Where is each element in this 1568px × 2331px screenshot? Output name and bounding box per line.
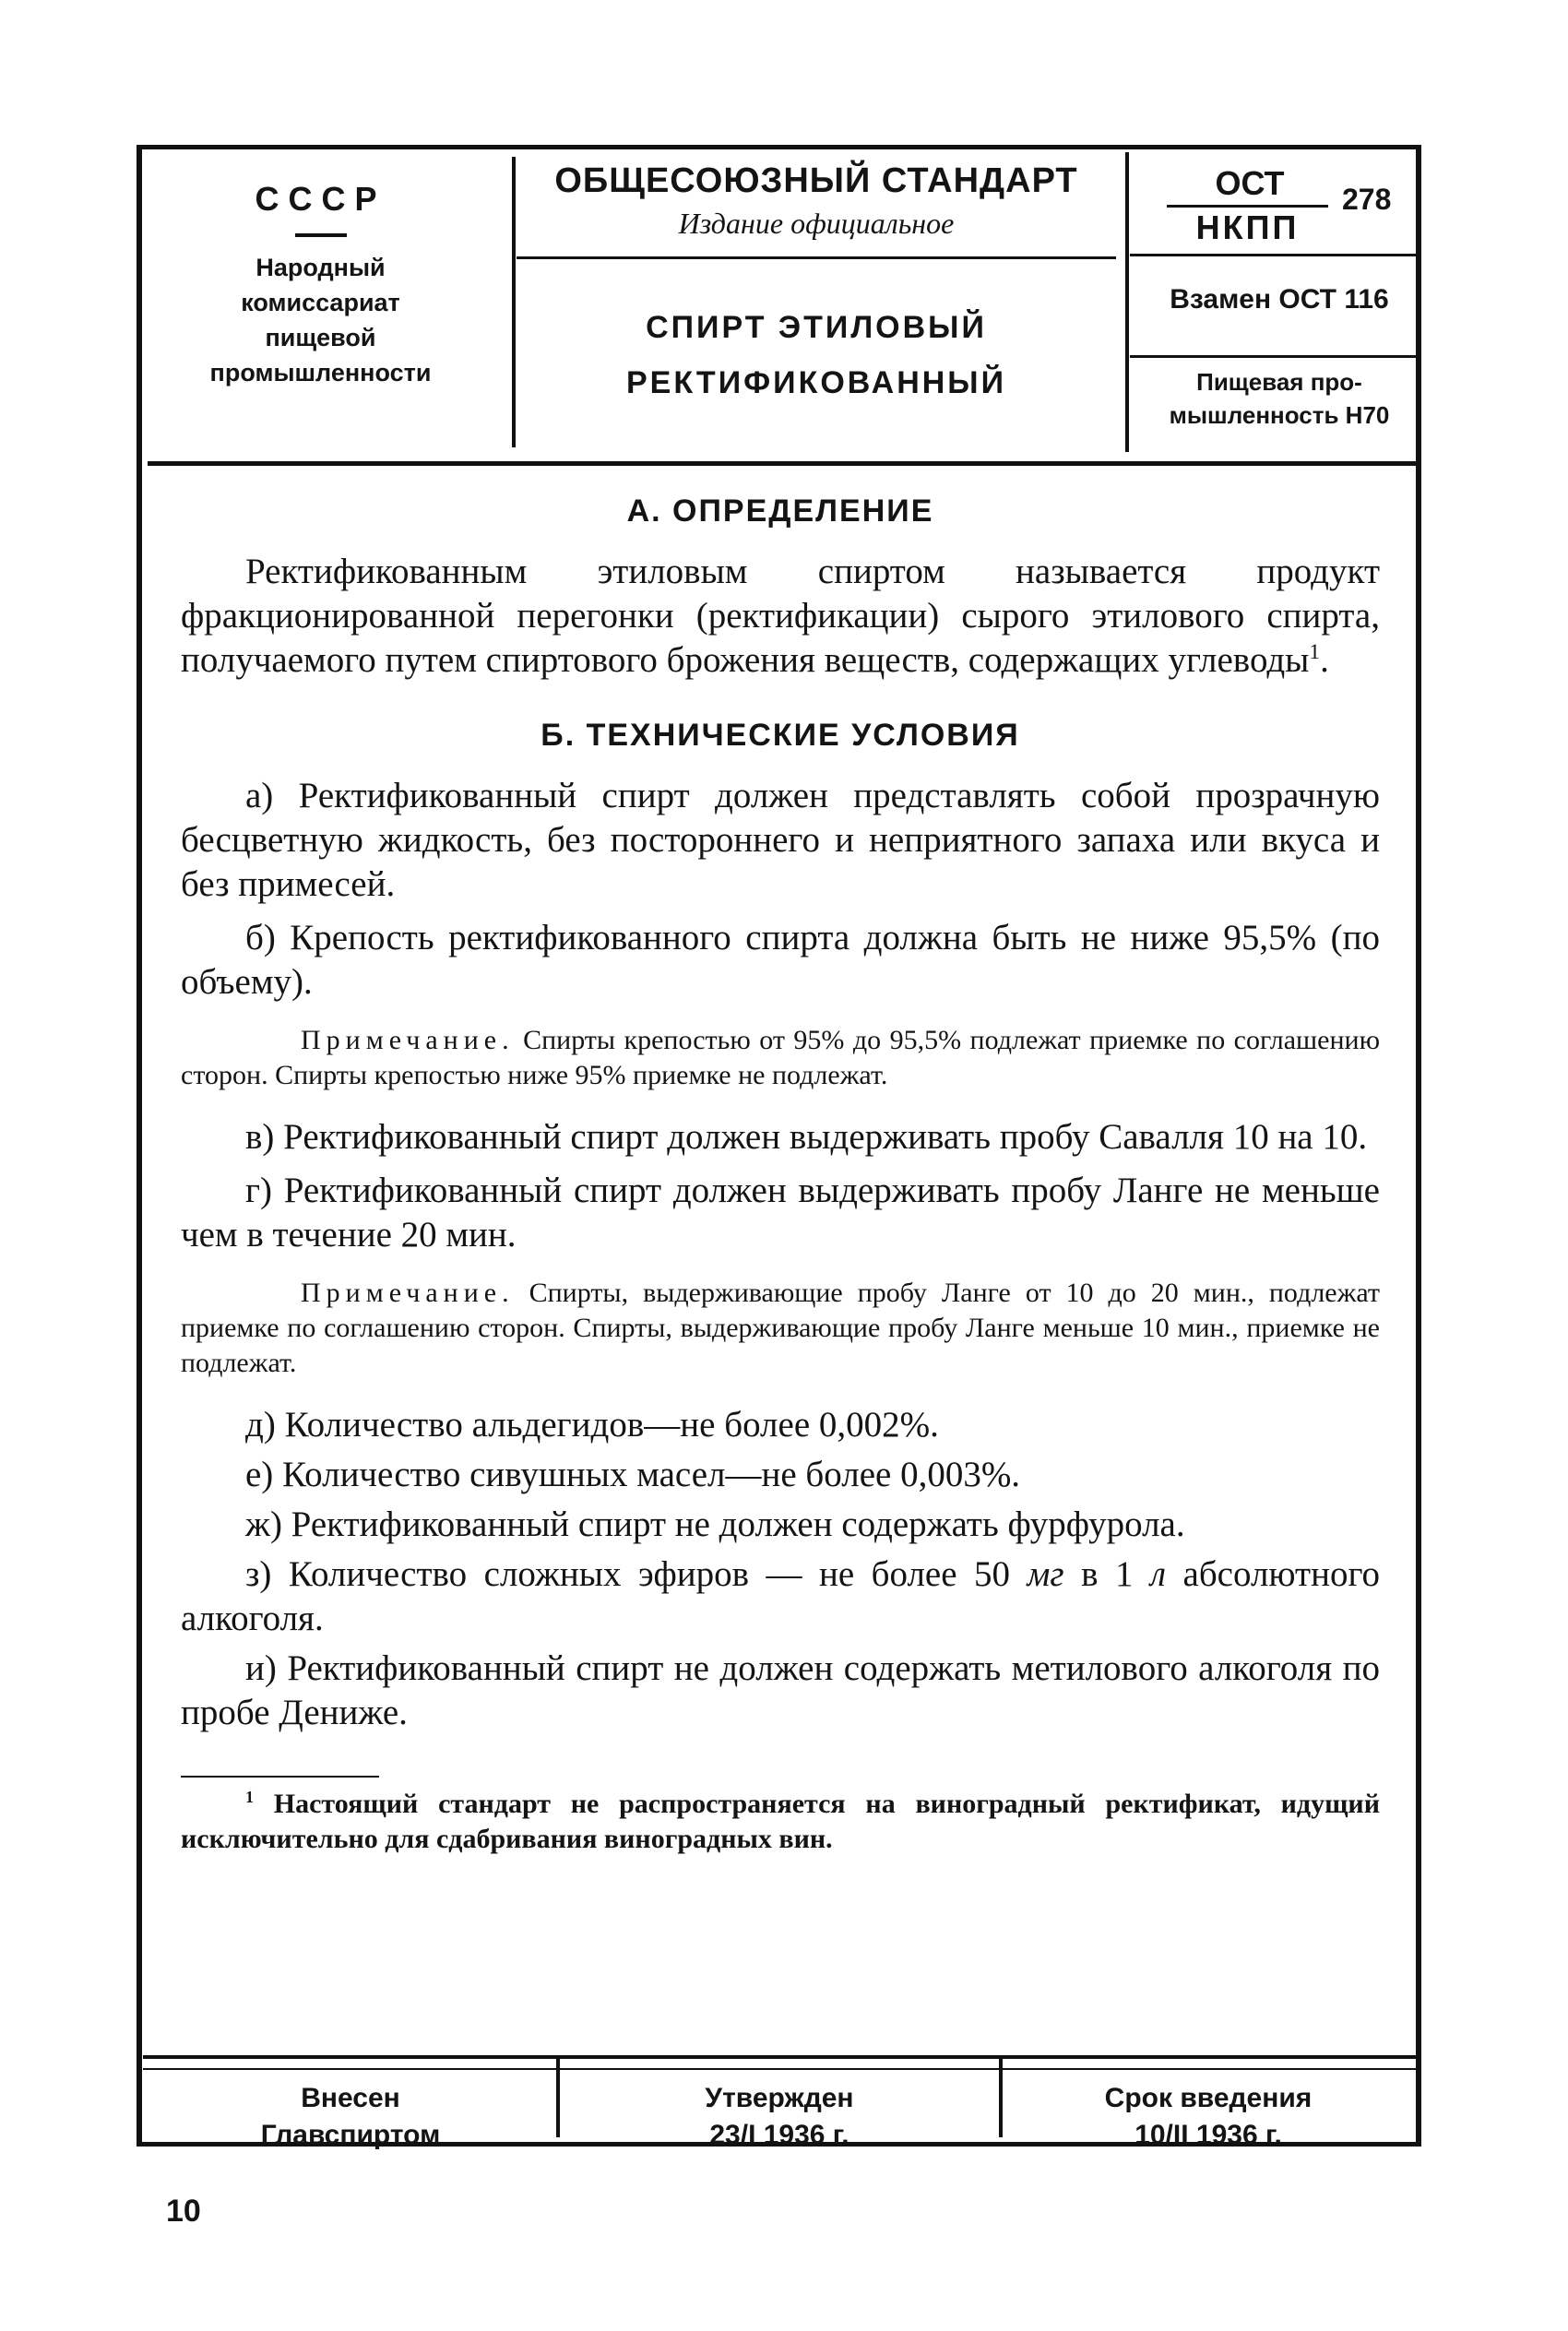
standard-title-block bbox=[517, 161, 1116, 241]
note-1-text: Спирты крепостью от 95% до 95,5% подлежат приемке по соглашению сторон. Спирты крепостью ниже 95% приемке не подлежат. bbox=[181, 1025, 1380, 1090]
item-z-end: абсолютного алкоголя. bbox=[181, 1554, 1380, 1638]
header-bottom-rule bbox=[148, 461, 1416, 466]
note-2 bbox=[181, 1276, 1380, 1381]
item-i: и) Ректификованный спирт не должен содержать метилового алкоголя по пробе Дениже. bbox=[181, 1648, 1380, 1732]
issuing-organization bbox=[148, 180, 493, 390]
note-1 bbox=[181, 1023, 1380, 1093]
item-z-start: з) Количество сложных эфиров — не более 50 bbox=[245, 1554, 1028, 1594]
standard-title: ОБЩЕСОЮЗНЫЙ СТАНДАРТ bbox=[554, 161, 1078, 200]
product-title-block bbox=[517, 300, 1116, 410]
footer-effective-line: 10/II 1936 г. bbox=[1134, 2120, 1282, 2150]
footer-top-rule bbox=[143, 2055, 1416, 2059]
ost-fraction-bar bbox=[1167, 205, 1328, 208]
item-z-unit-l: л bbox=[1150, 1554, 1167, 1594]
footer-top-rule-2 bbox=[143, 2068, 1416, 2070]
product-title-line: РЕКТИФИКОВАННЫЙ bbox=[625, 365, 1007, 400]
definition-paragraph bbox=[181, 550, 1380, 683]
item-zh: ж) Ректификованный спирт не должен содержать фурфурола. bbox=[245, 1504, 1185, 1544]
footer-approved-line: Утвержден bbox=[705, 2083, 854, 2113]
item-a: а) Ректификованный спирт должен представлять собой прозрачную бесцветную жидкость, без постороннего и неприятного запаха или вкуса и без примесей. bbox=[181, 776, 1380, 904]
edition-label: Издание официальное bbox=[678, 207, 955, 240]
header-sep-left bbox=[512, 157, 516, 447]
section-b-title: Б. ТЕХНИЧЕСКИЕ УСЛОВИЯ bbox=[540, 718, 1020, 753]
note-1-lead: Примечание. bbox=[301, 1025, 515, 1055]
header-right-rule-1 bbox=[1130, 254, 1416, 256]
item-z-mid: в 1 bbox=[1063, 1554, 1151, 1594]
country-label: СССР bbox=[255, 180, 386, 218]
footnote-ref[interactable]: 1 bbox=[1309, 640, 1321, 664]
country-dash bbox=[295, 233, 347, 237]
section-a-title: А. ОПРЕДЕЛЕНИЕ bbox=[626, 494, 934, 529]
note-2-text: Спирты, выдерживающие пробу Ланге от 10 до 20 мин., подлежат приемке по соглашению сторон. Спирты, выдерживающие пробу Ланге меньше 10 мин., приемке не подлежат. bbox=[181, 1278, 1380, 1378]
item-v: в) Ректификованный спирт должен выдерживать пробу Савалля 10 на 10. bbox=[245, 1117, 1368, 1157]
item-d: д) Количество альдегидов—не более 0,002%. bbox=[245, 1405, 939, 1445]
footer-effective-line: Срок введения bbox=[1104, 2083, 1313, 2113]
footnote-mark: 1 bbox=[245, 1788, 254, 1806]
header-mid-rule bbox=[517, 256, 1116, 259]
product-title-line: СПИРТ ЭТИЛОВЫЙ bbox=[646, 310, 987, 345]
org-line: Народный bbox=[255, 254, 386, 281]
ost-code bbox=[1158, 164, 1392, 247]
footer-approved bbox=[563, 2080, 996, 2154]
document-body bbox=[181, 494, 1380, 1857]
item-b: б) Крепость ректификованного спирта должна быть не ниже 95,5% (по объему). bbox=[181, 918, 1380, 1002]
org-line: промышленности bbox=[209, 359, 432, 387]
page-number: 10 bbox=[166, 2194, 201, 2229]
org-line: пищевой bbox=[265, 324, 376, 351]
item-g: г) Ректификованный спирт должен выдерживать пробу Ланге не меньше чем в течение 20 мин. bbox=[181, 1171, 1380, 1255]
note-2-lead: Примечание. bbox=[301, 1278, 515, 1308]
ost-number: 278 bbox=[1342, 183, 1392, 216]
footnote-text: Настоящий стандарт не распространяется на виноградный ректификат, идущий исключительно для сдабривания виноградных вин. bbox=[181, 1789, 1380, 1854]
footer-submitted bbox=[148, 2080, 553, 2154]
industry-line: мышленность Н70 bbox=[1169, 401, 1390, 429]
definition-end: . bbox=[1320, 640, 1329, 680]
footer-submitted-line: Внесен bbox=[301, 2083, 400, 2113]
footer-sep-right bbox=[999, 2059, 1003, 2137]
footer-approved-line: 23/I 1936 г. bbox=[709, 2120, 849, 2150]
ost-label: ОСТ bbox=[1215, 164, 1285, 202]
industry-classification bbox=[1136, 365, 1422, 432]
item-z bbox=[181, 1552, 1380, 1641]
footnote bbox=[181, 1787, 1380, 1857]
header-right-rule-2 bbox=[1130, 355, 1416, 358]
header-sep-right bbox=[1125, 152, 1129, 452]
ost-ministry: НКПП bbox=[1195, 208, 1300, 246]
industry-line: Пищевая про- bbox=[1196, 368, 1362, 396]
replaces-label: Взамен ОСТ 116 bbox=[1170, 284, 1389, 315]
definition-text: Ректификованным этиловым спиртом называется продукт фракционированной перегонки (ректификации) сырого этилового спирта, получаемого путем спиртового брожения веществ, содержащих углеводы bbox=[181, 552, 1380, 680]
org-line: комиссариат bbox=[241, 289, 400, 316]
footer-sep-left bbox=[556, 2059, 560, 2137]
item-z-unit-mg: мг bbox=[1027, 1554, 1064, 1594]
top-rule bbox=[137, 145, 1421, 149]
footer-effective bbox=[1005, 2080, 1411, 2154]
footer-submitted-line: Главспиртом bbox=[260, 2120, 441, 2150]
item-e: е) Количество сивушных масел—не более 0,003%. bbox=[245, 1455, 1021, 1494]
